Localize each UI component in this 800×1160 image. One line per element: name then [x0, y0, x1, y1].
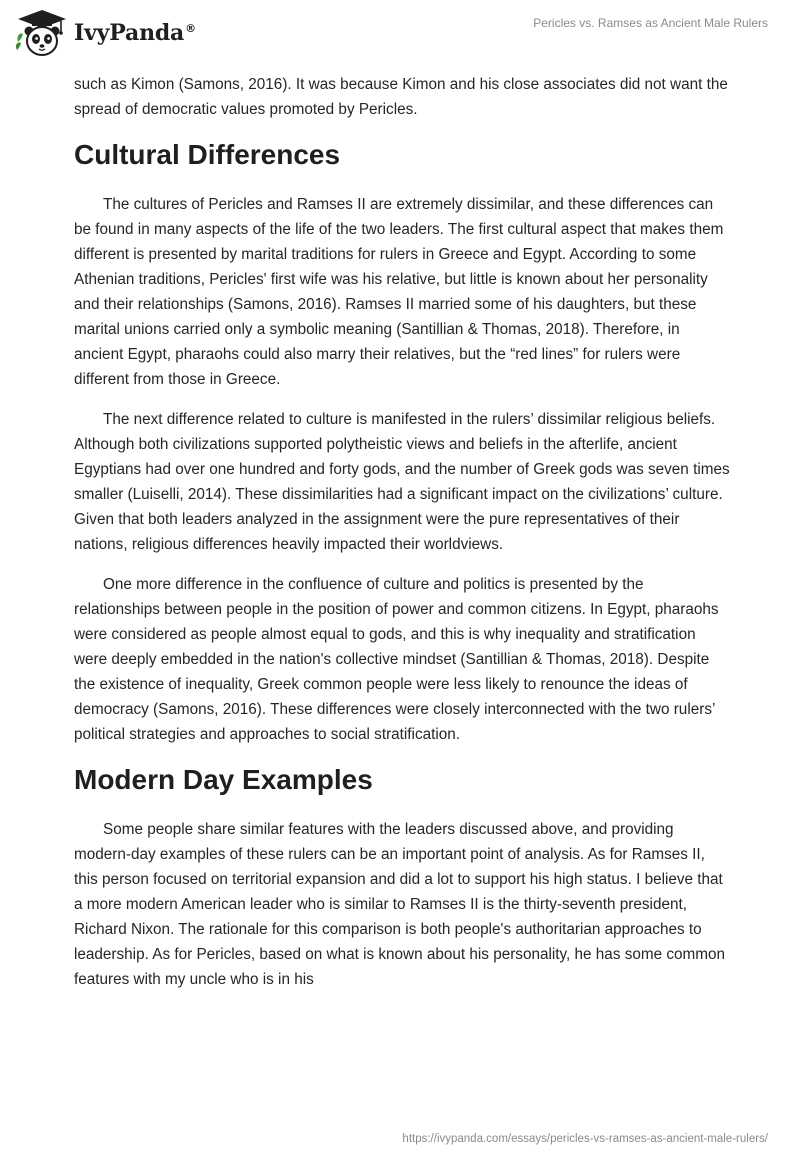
ivypanda-logo[interactable]: [14, 8, 196, 58]
paragraph: The next difference related to culture is manifested in the rulers’ dissimilar religious beliefs. Although both civilizations supported polytheistic views and beliefs in the afterlife, ancient Egyptians had over one hundred and forty gods, and the number of Greek gods was seven times smaller (Luiselli, 2014). These dissimilarities had a significant impact on the civilizations’ culture. Given that both leaders analyzed in the assignment were the pure representatives of their nations, religious differences heavily impacted their worldviews.: [74, 411, 730, 553]
section-heading-cultural-differences: Cultural Differences: [74, 139, 341, 170]
paragraph: Some people share similar features with the leaders discussed above, and providing modern-day examples of these rulers can be an important point of analysis. As for Ramses II, this person focused on territorial expansion and did a lot to support his high status. I believe that a more modern American leader who is similar to Ramses II is the thirty-seventh president, Richard Nixon. The rationale for this comparison is both people's authoritarian approaches to leadership. As for Pericles, based on what is known about his personality, he has some common features with my uncle who is in his: [74, 821, 726, 988]
logo-text: IvyPanda®: [74, 20, 196, 46]
essay-body: [74, 72, 730, 1007]
page-header: [0, 0, 800, 64]
paragraph: One more difference in the confluence of culture and politics is presented by the relationships between people in the position of power and common citizens. In Egypt, pharaohs were considered as people almost equal to gods, and this is why inequality and stratification were deeply embedded in the nation's collective mindset (Santillian & Thomas, 2018). Despite the existence of inequality, Greek common people were less likely to renounce the ideas of democracy (Samons, 2016). These differences were closely interconnected with the two rulers’ political strategies and approaches to social stratification.: [74, 576, 719, 743]
paragraph: The cultures of Pericles and Ramses II are extremely dissimilar, and these differences can be found in many aspects of the life of the two leaders. The first cultural aspect that makes them different is presented by marital traditions for rulers in Greece and Egypt. According to some Athenian traditions, Pericles' first wife was his relative, but little is known about her personality and their relationships (Samons, 2016). Ramses II married some of his daughters, but these marital unions carried only a symbolic meaning (Santillian & Thomas, 2018). Therefore, in ancient Egypt, pharaohs could also marry their relatives, but the “red lines” for rulers were different from those in Greece.: [74, 196, 724, 388]
source-url[interactable]: https://ivypanda.com/essays/pericles-vs-ramses-as-ancient-male-rulers/: [402, 1133, 768, 1145]
panda-graduate-icon: [14, 8, 70, 58]
section-heading-modern-day-examples: Modern Day Examples: [74, 764, 373, 795]
document-title: Pericles vs. Ramses as Ancient Male Rulers: [533, 16, 768, 30]
intro-paragraph: such as Kimon (Samons, 2016). It was because Kimon and his close associates did not want the spread of democratic values promoted by Pericles.: [74, 76, 728, 118]
